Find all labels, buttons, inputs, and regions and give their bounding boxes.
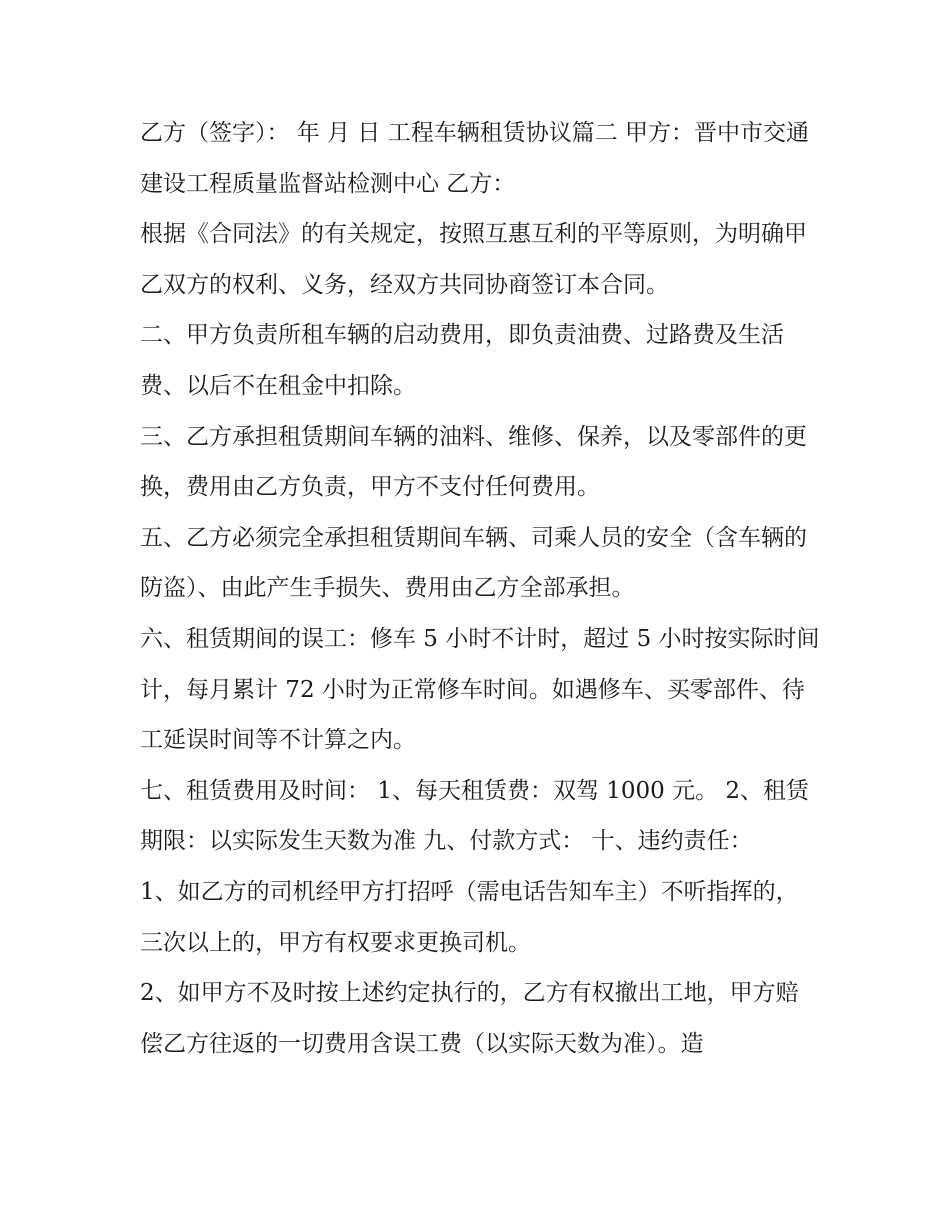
paragraph-clause-7: 七、租赁费用及时间： 1、每天租赁费：双驾 1000 元。 2、租赁期限：以实际发生天数为准 九、付款方式： 十、违约责任： — [140, 777, 810, 855]
paragraph-clause-2: 二、甲方负责所租车辆的启动费用，即负责油费、过路费及生活费、以后不在租金中扣除。 — [140, 322, 784, 399]
paragraph-breach-1: 1、如乙方的司机经甲方打招呼（需电话告知车主）不听指挥的，三次以上的，甲方有权要求更换司机。 — [140, 878, 799, 956]
paragraph-clause-3: 三、乙方承担租赁期间车辆的油料、维修、保养，以及零部件的更换，费用由乙方负责，甲方不支付任何费用。 — [140, 423, 807, 501]
document-body — [140, 108, 820, 1069]
paragraph-clause-5: 五、乙方必须完全承担租赁期间车辆、司乘人员的安全（含车辆的防盗）、由此产生手损失、费用由乙方全部承担。 — [140, 524, 807, 602]
paragraph-signature-and-parties: 乙方（签字）： 年 月 日 工程车辆租赁协议篇二 甲方：晋中市交通建设工程质量监督站检测中心 乙方： — [140, 120, 810, 197]
paragraph-preamble: 根据《合同法》的有关规定，按照互惠互利的平等原则，为明确甲乙双方的权利、义务，经双方共同协商签订本合同。 — [140, 221, 807, 298]
paragraph-breach-2: 2、如甲方不及时按上述约定执行的，乙方有权撤出工地，甲方赔偿乙方往返的一切费用含误工费（以实际天数为准）。造 — [140, 980, 799, 1057]
paragraph-clause-6: 六、租赁期间的误工：修车 5 小时不计时，超过 5 小时按实际时间计，每月累计 72 小时为正常修车时间。如遇修车、买零部件、待工延误时间等不计算之内。 — [140, 625, 820, 754]
